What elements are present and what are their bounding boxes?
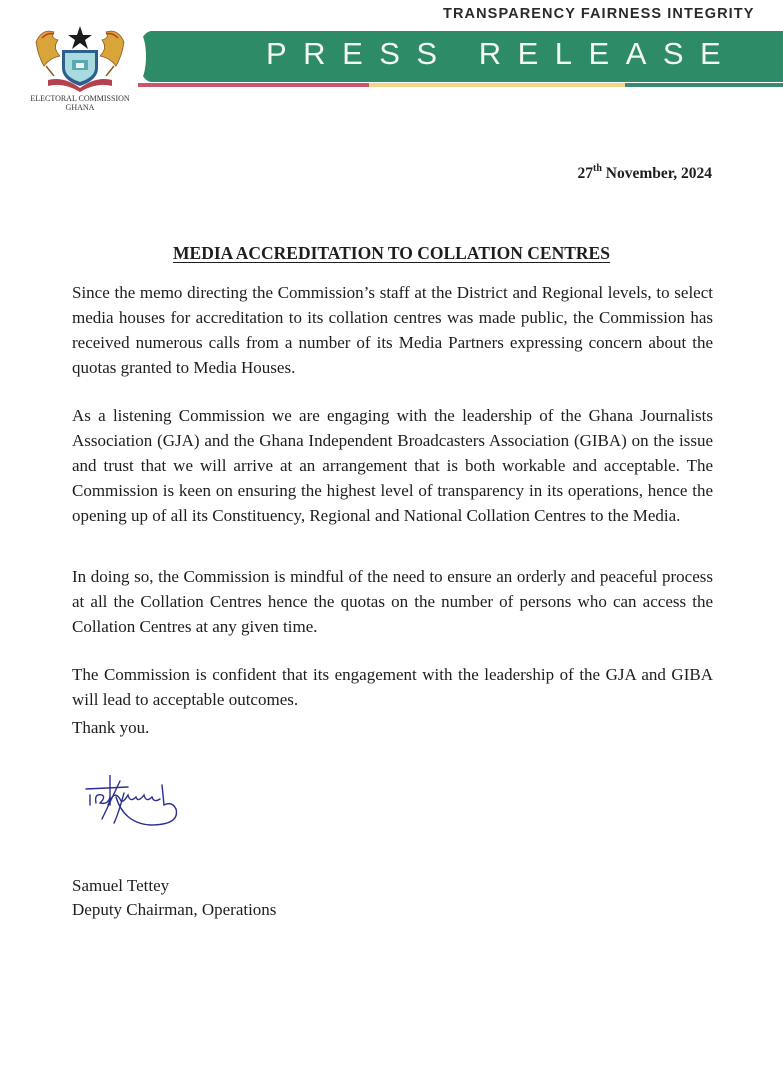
stripe-red [138, 83, 369, 87]
signature-icon [80, 775, 190, 845]
stripe-yellow [369, 83, 625, 87]
logo-caption-line1: ELECTORAL COMMISSION [30, 94, 130, 103]
coat-of-arms-logo-icon [28, 22, 132, 92]
paragraph: In doing so, the Commission is mindful of the need to ensure an orderly and peaceful process at all the Collation Centres hence the quotas on the number of persons who can access the Collation Centres at any given time. [72, 567, 713, 636]
logo-caption-line2: GHANA [65, 103, 95, 112]
signer-name: Samuel Tettey [72, 876, 170, 895]
document-title: MEDIA ACCREDITATION TO COLLATION CENTRES [173, 243, 610, 263]
stripe-green [625, 83, 783, 87]
release-date [578, 165, 712, 183]
tagline: TRANSPARENCY FAIRNESS INTEGRITY [443, 6, 755, 22]
date-suffix: th [593, 163, 602, 174]
banner-title: PRESS RELEASE [266, 36, 738, 71]
date-day: 27 [577, 165, 594, 182]
paragraph: Since the memo directing the Commission’s staff at the District and Regional levels, to select media houses for accreditation to its collation centres was made public, the Commission has received numerous calls from a number of its Media Partners expressing concern about the quotas granted to Media Houses. [72, 283, 713, 377]
logo-caption [20, 94, 140, 112]
signer-title: Deputy Chairman, Operations [72, 900, 277, 919]
date-rest: November, 2024 [601, 165, 712, 182]
paragraph: The Commission is confident that its engagement with the leadership of the GJA and GIBA will lead to acceptable outcomes. [72, 665, 713, 709]
closing-line: Thank you. [72, 718, 150, 737]
banner-curve [130, 31, 146, 82]
paragraph: As a listening Commission we are engaging with the leadership of the Ghana Journalists Association (GJA) and the Ghana Independent Broadcasters Association (GIBA) on the issue and trust that we will arrive at an arrangement that is both workable and acceptable. The Commission is keen on ensuring the highest level of transparency in its operations, hence the opening up of all its Constituency, Regional and National Collation Centres to the Media. [72, 406, 713, 525]
